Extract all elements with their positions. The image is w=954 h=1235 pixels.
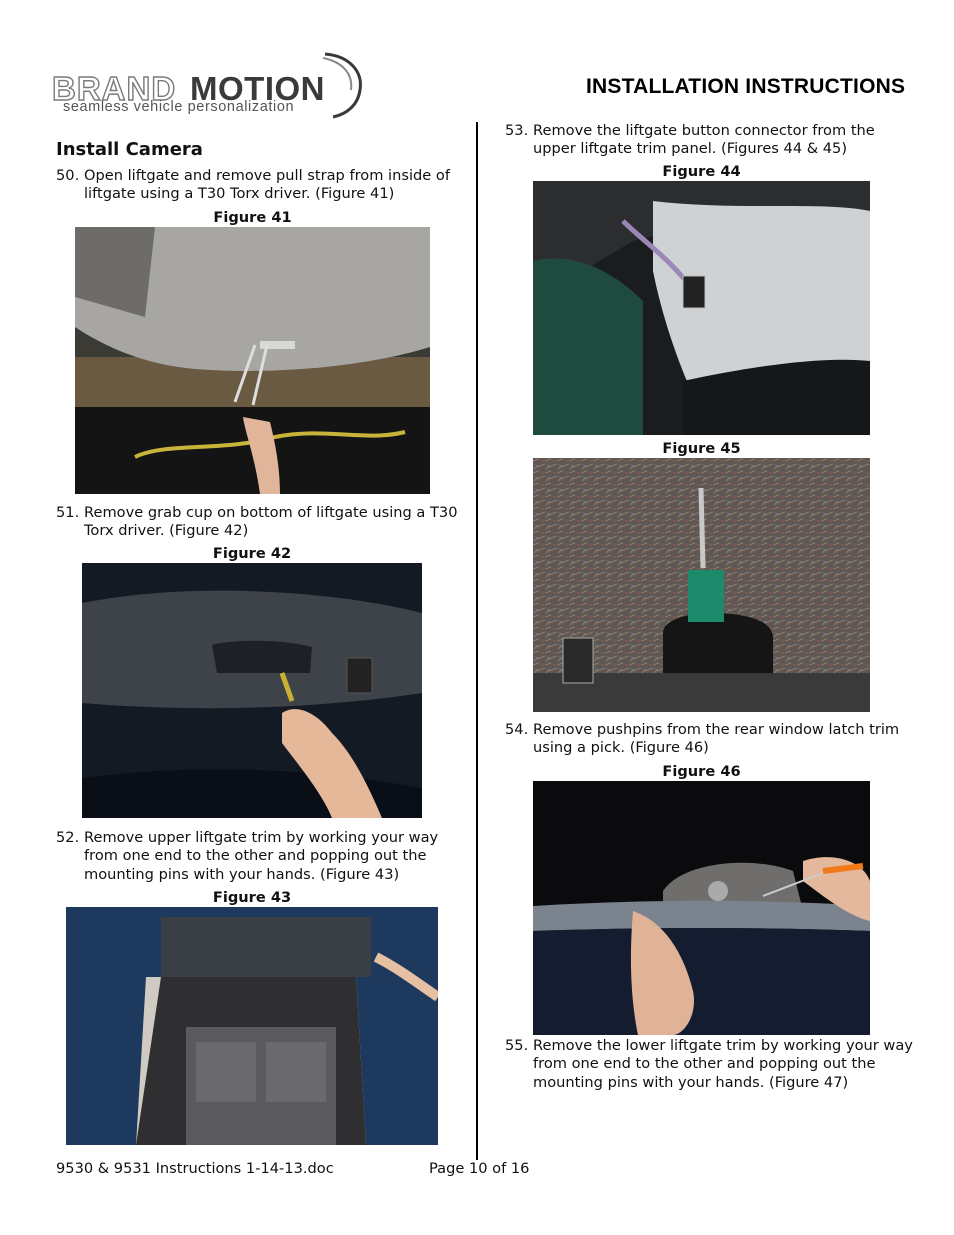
step-50 <box>56 167 456 207</box>
step-51 <box>56 504 456 544</box>
brand-logo <box>50 50 370 122</box>
footer-document-name: 9530 & 9531 Instructions 1-14-13.doc <box>56 1160 334 1177</box>
step-text-line: Remove the lower liftgate trim by working your way <box>533 1037 913 1054</box>
step-text-line: liftgate using a T30 Torx driver. (Figure 41) <box>84 185 395 203</box>
step-54 <box>505 721 905 761</box>
figure-45-photo <box>533 458 870 712</box>
step-number: 54. <box>505 721 529 738</box>
figure-41-photo <box>75 227 430 494</box>
figure-46-photo <box>533 781 870 1035</box>
figure-46-label: Figure 46 <box>662 763 741 780</box>
step-text-line: Remove the liftgate button connector from the <box>533 122 875 139</box>
header-title: INSTALLATION INSTRUCTIONS <box>586 75 906 98</box>
section-title: Install Camera <box>56 139 203 160</box>
figure-44-photo <box>533 181 870 435</box>
step-text-line: mounting pins with your hands. (Figure 43) <box>84 865 400 883</box>
step-52 <box>56 829 456 887</box>
step-text-line: upper liftgate trim panel. (Figures 44 & 45) <box>533 140 848 158</box>
step-number: 52. <box>56 829 80 846</box>
step-text-line: mounting pins with your hands. (Figure 47) <box>533 1073 849 1091</box>
footer-page-number: Page 10 of 16 <box>429 1160 530 1177</box>
figure-45-label: Figure 45 <box>662 440 741 457</box>
logo-motion-text: MOTION <box>190 70 325 107</box>
logo-tagline: seamless vehicle personalization <box>63 99 295 115</box>
step-text-line: from one end to the other and popping out the <box>533 1055 876 1073</box>
step-55 <box>505 1037 925 1095</box>
step-text-line: Remove pushpins from the rear window latch trim <box>533 721 900 738</box>
figure-43-label: Figure 43 <box>212 889 292 906</box>
step-text-line: using a pick. (Figure 46) <box>533 739 709 757</box>
step-number: 51. <box>56 504 80 521</box>
figure-41-label: Figure 41 <box>213 209 292 226</box>
step-text-line: Remove upper liftgate trim by working your way <box>84 829 439 846</box>
step-number: 53. <box>505 122 529 139</box>
step-number: 55. <box>505 1037 529 1054</box>
step-number: 50. <box>56 167 80 184</box>
step-text-line: Remove grab cup on bottom of liftgate using a T30 <box>84 504 458 521</box>
step-text-line: from one end to the other and popping out the <box>84 847 427 865</box>
figure-43-photo <box>66 907 438 1145</box>
figure-42-photo <box>82 563 422 818</box>
column-divider <box>476 122 478 1160</box>
figure-42-label: Figure 42 <box>212 545 292 562</box>
logo-brand-text: BRAND <box>52 70 177 107</box>
logo-swoosh-icon <box>305 50 367 120</box>
figure-44-label: Figure 44 <box>662 163 741 180</box>
step-text-line: Open liftgate and remove pull strap from inside of <box>84 167 450 184</box>
step-text-line: Torx driver. (Figure 42) <box>84 522 249 540</box>
step-53 <box>505 122 905 162</box>
